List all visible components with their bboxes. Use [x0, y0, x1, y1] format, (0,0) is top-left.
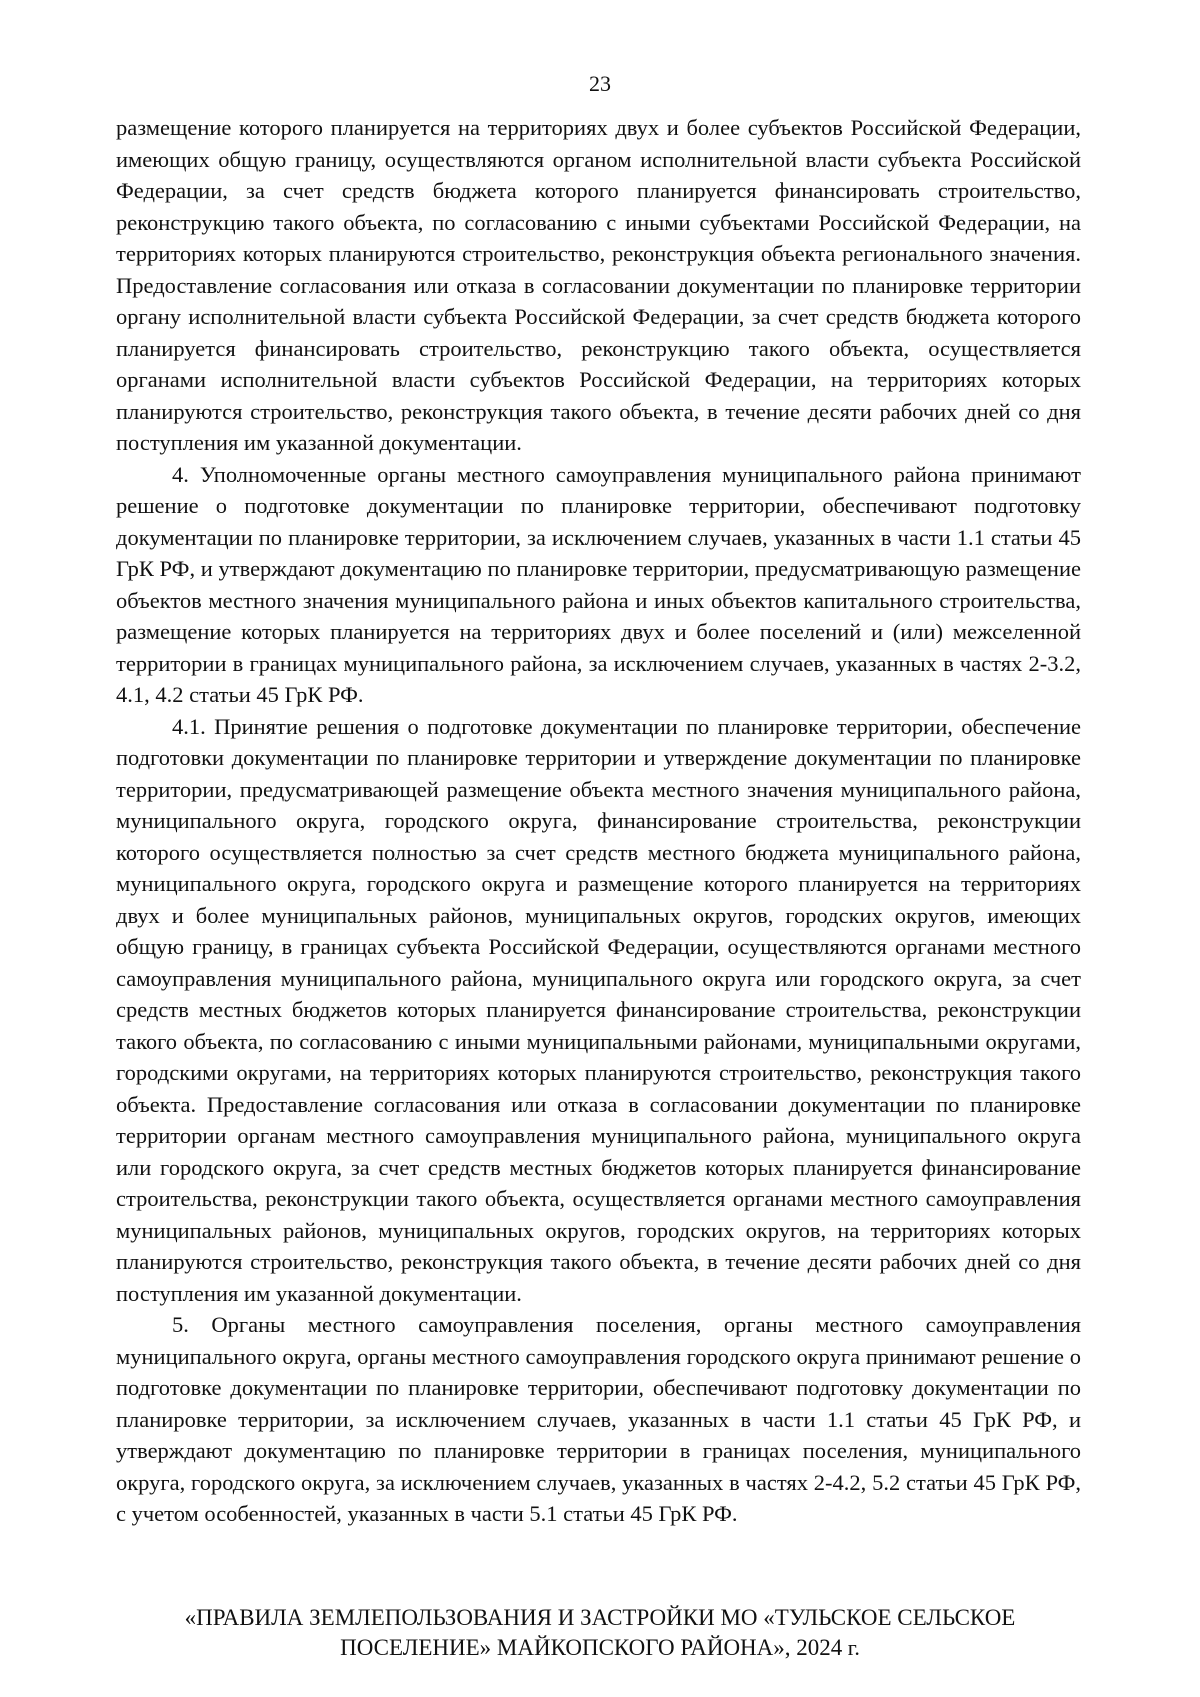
paragraph-4-1: 4.1. Принятие решения о подготовке документации по планировке территории, обеспечение подготовки документации по планировке территории и утверждение документации по планировке территории, предусматривающей размещение объекта местного значения муниципального района, муниципального округа, городского округа, финансирование строительства, реконструкции которого осуществляется полностью за счет средств местного бюджета муниципального района, муниципального округа, городского округа и размещение которого планируется на территориях двух и более муниципальных районов, муниципальных округов, городских округов, имеющих общую границу, в границах субъекта Российской Федерации, осуществляются органами местного самоуправления муниципального района, муниципального округа или городского округа, за счет средств местных бюджетов которых планируется финансирование строительства, реконструкции такого объекта, по согласованию с иными муниципальными районами, муниципальными округами, городскими округами, на территориях которых планируются строительство, реконструкция такого объекта. Предоставление согласования или отказа в согласовании документации по планировке территории органам местного самоуправления муниципального района, муниципального округа или городского округа, за счет средств местных бюджетов которых планируется финансирование строительства, реконструкции такого объекта, осуществляется органами местного самоуправления муниципальных районов, муниципальных округов, городских округов, на территориях которых планируются строительство, реконструкция такого объекта, в течение десяти рабочих дней со дня поступления им указанной документации. — [116, 713, 1081, 1306]
footer-title-line-2-text: ПОСЕЛЕНИЕ» МАЙКОПСКОГО РАЙОНА», 2024 — [340, 1635, 843, 1660]
footer-title-line-2 — [140, 1633, 1060, 1663]
paragraph-4: 4. Уполномоченные органы местного самоуправления муниципального района принимают решение о подготовке документации по планировке территории, обеспечивают подготовку документации по планировке территории, за исключением случаев, указанных в части 1.1 статьи 45 ГрК РФ, и утверждают документацию по планировке территории, предусматривающую размещение объектов местного значения муниципального района и иных объектов капитального строительства, размещение которых планируется на территориях двух и более поселений и (или) межселенной территории в границах муниципального района, за исключением случаев, указанных в частях 2-3.2, 4.1, 4.2 статьи 45 ГрК РФ. — [116, 461, 1081, 707]
document-footer — [140, 1603, 1060, 1663]
footer-title-line-1: «ПРАВИЛА ЗЕМЛЕПОЛЬЗОВАНИЯ И ЗАСТРОЙКИ МО «ТУЛЬСКОЕ СЕЛЬСКОЕ — [184, 1605, 1016, 1630]
paragraph-continuation: размещение которого планируется на территориях двух и более субъектов Российской Федерации, имеющих общую границу, осуществляются органом исполнительной власти субъекта Российской Федерации, за счет средств бюджета которого планируется финансировать строительство, реконструкцию такого объекта, по согласованию с иными субъектами Российской Федерации, на территориях которых планируются строительство, реконструкция объекта регионального значения. Предоставление согласования или отказа в согласовании документации по планировке территории органу исполнительной власти субъекта Российской Федерации, за счет средств бюджета которого планируется финансировать строительство, реконструкцию такого объекта, осуществляется органами исполнительной власти субъектов Российской Федерации, на территориях которых планируются строительство, реконструкция такого объекта, в течение десяти рабочих дней со дня поступления им указанной документации. — [116, 115, 1081, 455]
page-number: 23 — [589, 71, 611, 96]
footer-year-suffix: г. — [842, 1635, 860, 1660]
paragraph-5: 5. Органы местного самоуправления поселения, органы местного самоуправления муниципального округа, органы местного самоуправления городского округа принимают решение о подготовке документации по планировке территории, обеспечивают подготовку документации по планировке территории, за исключением случаев, указанных в части 1.1 статьи 45 ГрК РФ, и утверждают документацию по планировке территории в границах поселения, муниципального округа, городского округа, за исключением случаев, указанных в частях 2-4.2, 5.2 статьи 45 ГрК РФ, с учетом особенностей, указанных в части 5.1 статьи 45 ГрК РФ. — [116, 1312, 1081, 1526]
document-body — [116, 112, 1081, 1530]
